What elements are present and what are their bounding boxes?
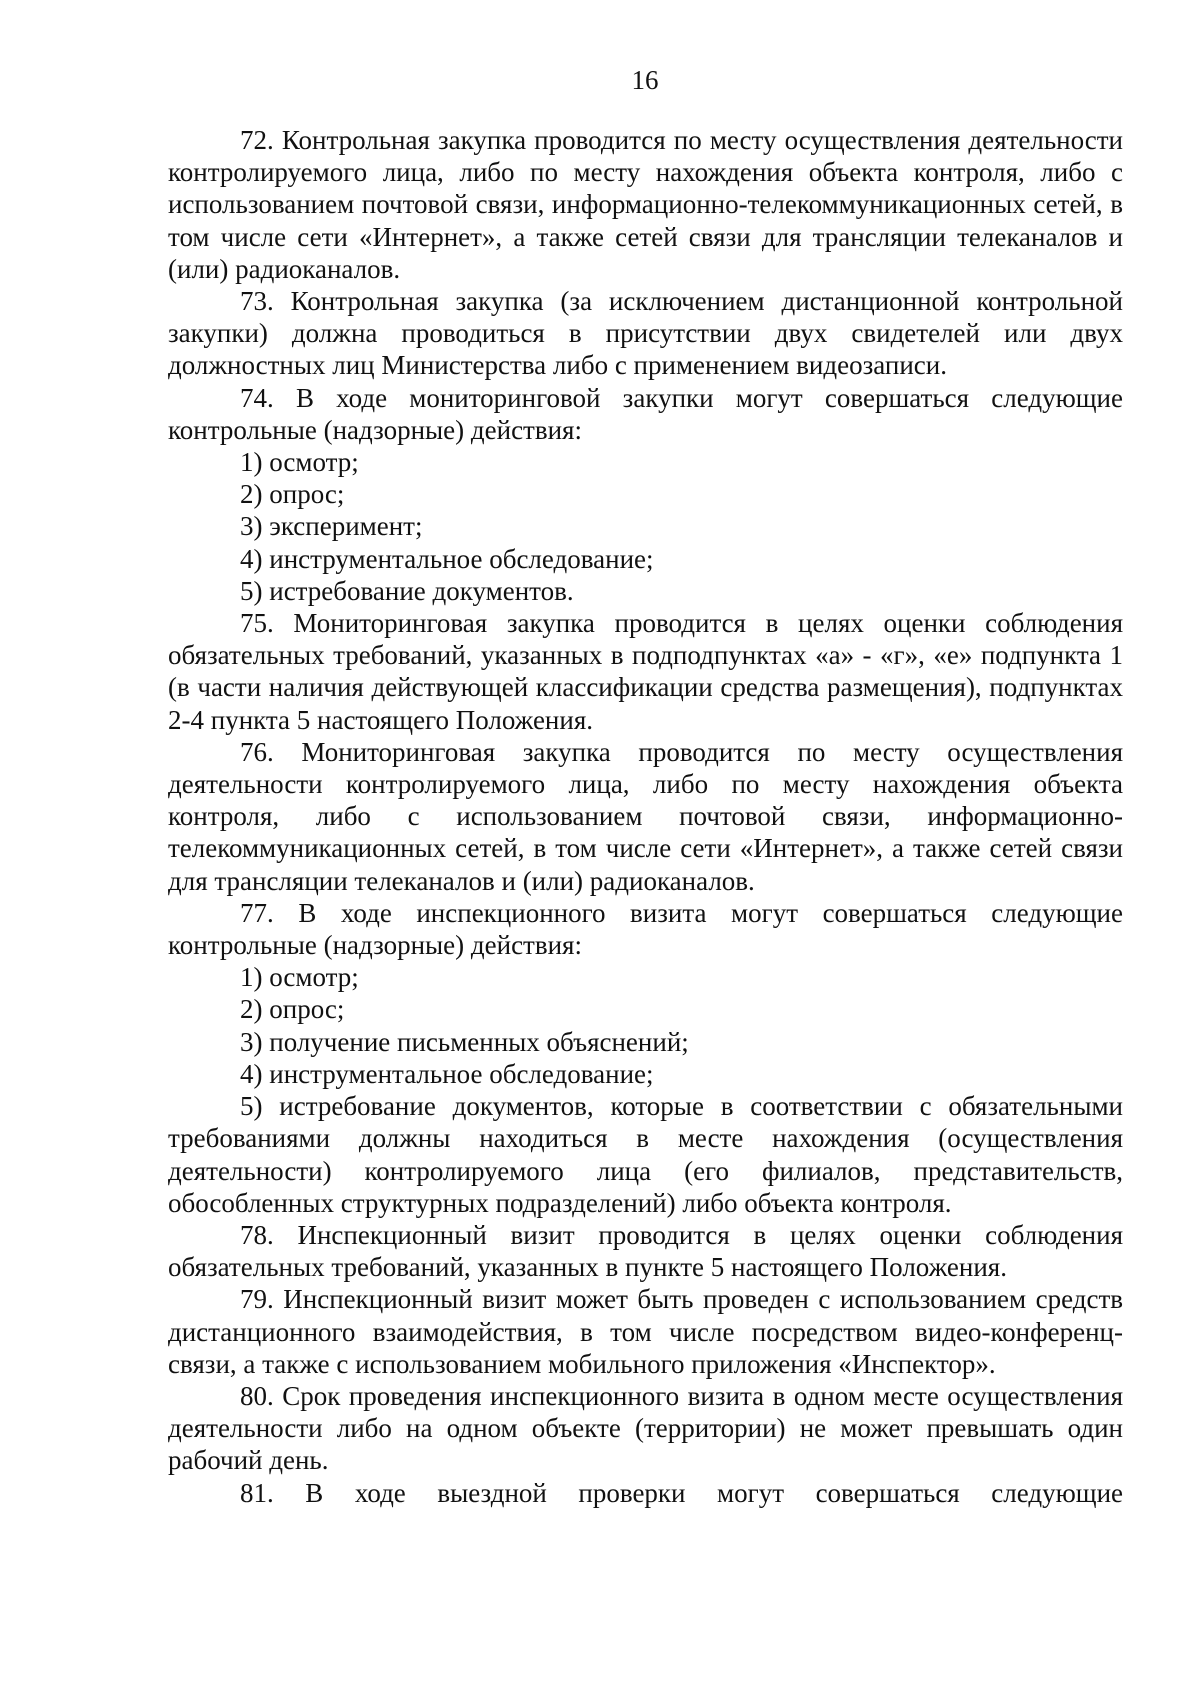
page-number: 16	[631, 65, 659, 95]
paragraph-72: 72. Контрольная закупка проводится по месту осуществления деятельности контролируемого лица, либо по месту нахождения объекта контроля, либо с использованием почтовой связи, информационно-телекоммуникационных сетей, в том числе сети «Интернет», а также сетей связи для трансляции телеканалов и (или) радиоканалов.	[168, 125, 1123, 284]
paragraph-77: 77. В ходе инспекционного визита могут совершаться следующие контрольные (надзорные) действия:	[168, 897, 1123, 961]
list-item: 5) истребование документов, которые в соответствии с обязательными требованиями должны находиться в месте нахождения (осуществления деятельности) контролируемого лица (его филиалов, представительств, обособленных структурных подразделений) либо объекта контроля.	[168, 1091, 1123, 1218]
paragraph-80: 80. Срок проведения инспекционного визита в одном месте осуществления деятельности либо на одном объекте (территории) не может превышать один рабочий день.	[168, 1380, 1123, 1476]
paragraph-73: 73. Контрольная закупка (за исключением дистанционной контрольной закупки) должна проводиться в присутствии двух свидетелей или двух должностных лиц Министерства либо с применением видеозаписи.	[168, 286, 1123, 381]
list-item: 4) инструментальное обследование;	[240, 1058, 654, 1089]
paragraph-76: 76. Мониторинговая закупка проводится по месту осуществления деятельности контролируемого лица, либо по месту нахождения объекта контроля, либо с использованием почтовой связи, информационно-телекоммуникационных сетей, в том числе сети «Интернет», а также сетей связи для трансляции телеканалов и (или) радиоканалов.	[168, 736, 1123, 896]
paragraph-78: 78. Инспекционный визит проводится в целях оценки соблюдения обязательных требований, указанных в пункте 5 настоящего Положения.	[168, 1219, 1123, 1283]
list-item: 5) истребование документов.	[240, 575, 574, 606]
paragraph-79: 79. Инспекционный визит может быть проведен с использованием средств дистанционного взаимодействия, в том числе посредством видео-конференц-связи, а также с использованием мобильного приложения «Инспектор».	[168, 1284, 1123, 1379]
paragraph-81: 81. В ходе выездной проверки могут совершаться следующие	[240, 1477, 1123, 1508]
list-item: 1) осмотр;	[240, 447, 359, 478]
list-item: 3) эксперимент;	[240, 511, 423, 542]
list-item: 2) опрос;	[240, 479, 345, 510]
document-body	[168, 124, 1123, 1509]
paragraph-75: 75. Мониторинговая закупка проводится в целях оценки соблюдения обязательных требований, указанных в подподпунктах «а» - «г», «е» подпункта 1 (в части наличия действующей классификации средства размещения), подпунктах 2-4 пункта 5 настоящего Положения.	[168, 608, 1123, 735]
list-item: 4) инструментальное обследование;	[240, 543, 654, 574]
list-item: 2) опрос;	[240, 994, 345, 1025]
list-item: 1) осмотр;	[240, 962, 359, 993]
paragraph-74: 74. В ходе мониторинговой закупки могут совершаться следующие контрольные (надзорные) действия:	[168, 382, 1123, 445]
list-item: 3) получение письменных объяснений;	[240, 1026, 689, 1057]
